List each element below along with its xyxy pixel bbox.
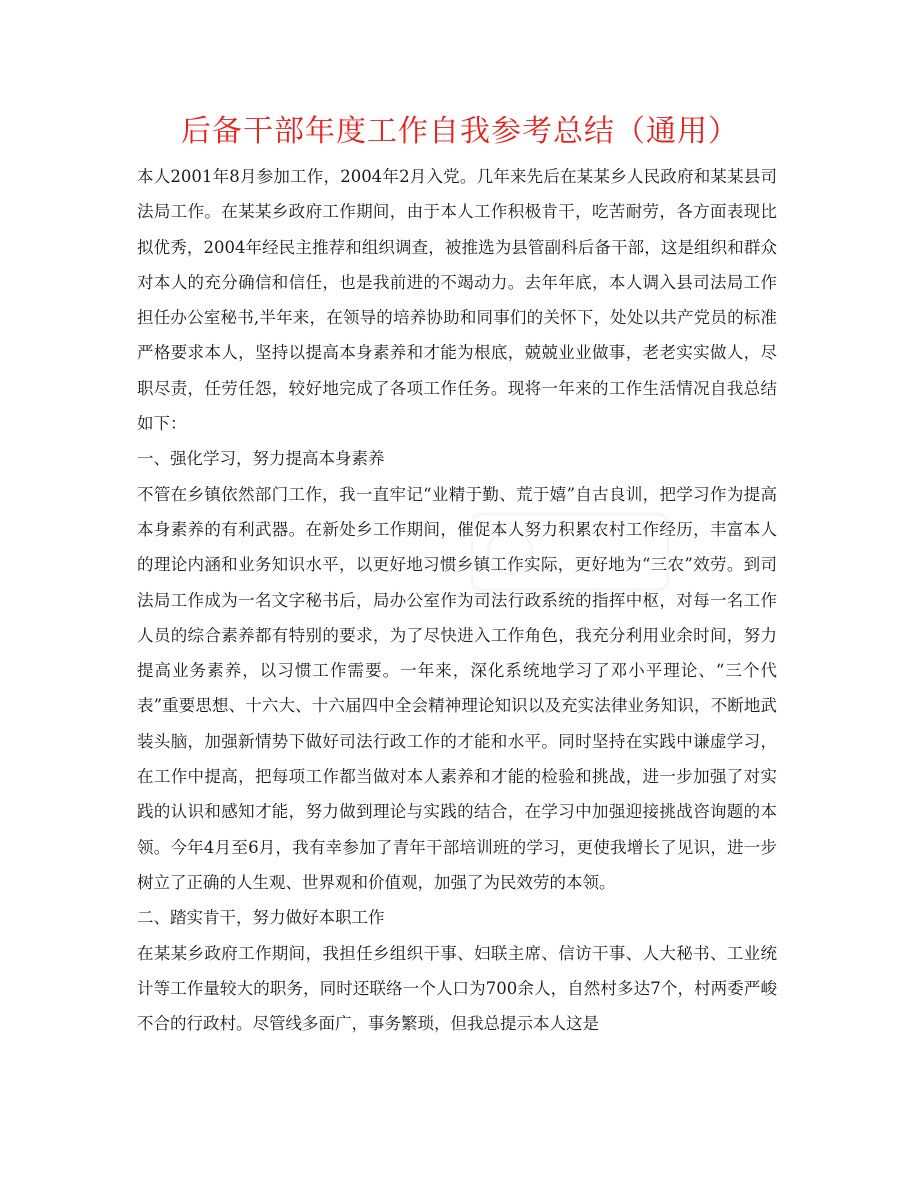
paragraph-work: 在某某乡政府工作期间，我担任乡组织干事、妇联主席、信访干事、人大秘书、工业统计等工作量较大的职务，同时还联络一个人口为700余人，自然村多达7个，村两委严峻不合的行政村。尽管线多面广，事务繁琐，但我总提示本人这是 [137, 943, 777, 1034]
document-title: 后备干部年度工作自我参考总结（通用） [181, 114, 739, 149]
section-heading-2: 二、踏实肯干，努力做好本职工作 [137, 908, 385, 928]
section-heading-1: 一、强化学习，努力提高本身素养 [137, 449, 385, 469]
paragraph-intro: 本人2001年8月参加工作，2004年2月入党。几年来先后在某某乡人民政府和某某县司法局工作。在某某乡政府工作期间，由于本人工作积极肯干，吃苦耐劳，各方面表现比拟优秀，2004年经民主推荐和组织调查，被推选为县管副科后备干部，这是组织和群众对本人的充分确信和信任，也是我前进的不竭动力。去年年底，本人调入县司法局工作担任办公室秘书,半年来，在领导的培养协助和同事们的关怀下，处处以共产党员的标准严格要求本人，坚持以提高本身素养和才能为根底，兢兢业业做事，老老实实做人，尽职尽责，任劳任怨，较好地完成了各项工作任务。现将一年来的工作生活情况自我总结如下： [137, 167, 777, 434]
document-body [137, 159, 777, 1041]
paragraph-study: 不管在乡镇依然部门工作，我一直牢记“业精于勤、荒于嬉”自古良训，把学习作为提高本身素养的有利武器。在新处乡工作期间，催促本人努力积累农村工作经历，丰富本人的理论内涵和业务知识水平，以更好地习惯乡镇工作实际，更好地为“三农”效劳。到司法局工作成为一名文字秘书后，局办公室作为司法行政系统的指挥中枢，对每一名工作人员的综合素养都有特别的要求，为了尽快进入工作角色，我充分利用业余时间，努力提高业务素养，以习惯工作需要。一年来，深化系统地学习了邓小平理论、“三个代表”重要思想、十六大、十六届四中全会精神理论知识以及充实法律业务知识，不断地武装头脑，加强新情势下做好司法行政工作的才能和水平。同时坚持在实践中谦虚学习，在工作中提高，把每项工作都当做对本人素养和才能的检验和挑战，进一步加强了对实践的认识和感知才能，努力做到理论与实践的结合，在学习中加强迎接挑战咨询题的本领。今年4月至6月，我有幸参加了青年干部培训班的学习，更使我增长了见识，进一步树立了正确的人生观、世界观和价值观，加强了为民效劳的本领。 [137, 484, 777, 892]
